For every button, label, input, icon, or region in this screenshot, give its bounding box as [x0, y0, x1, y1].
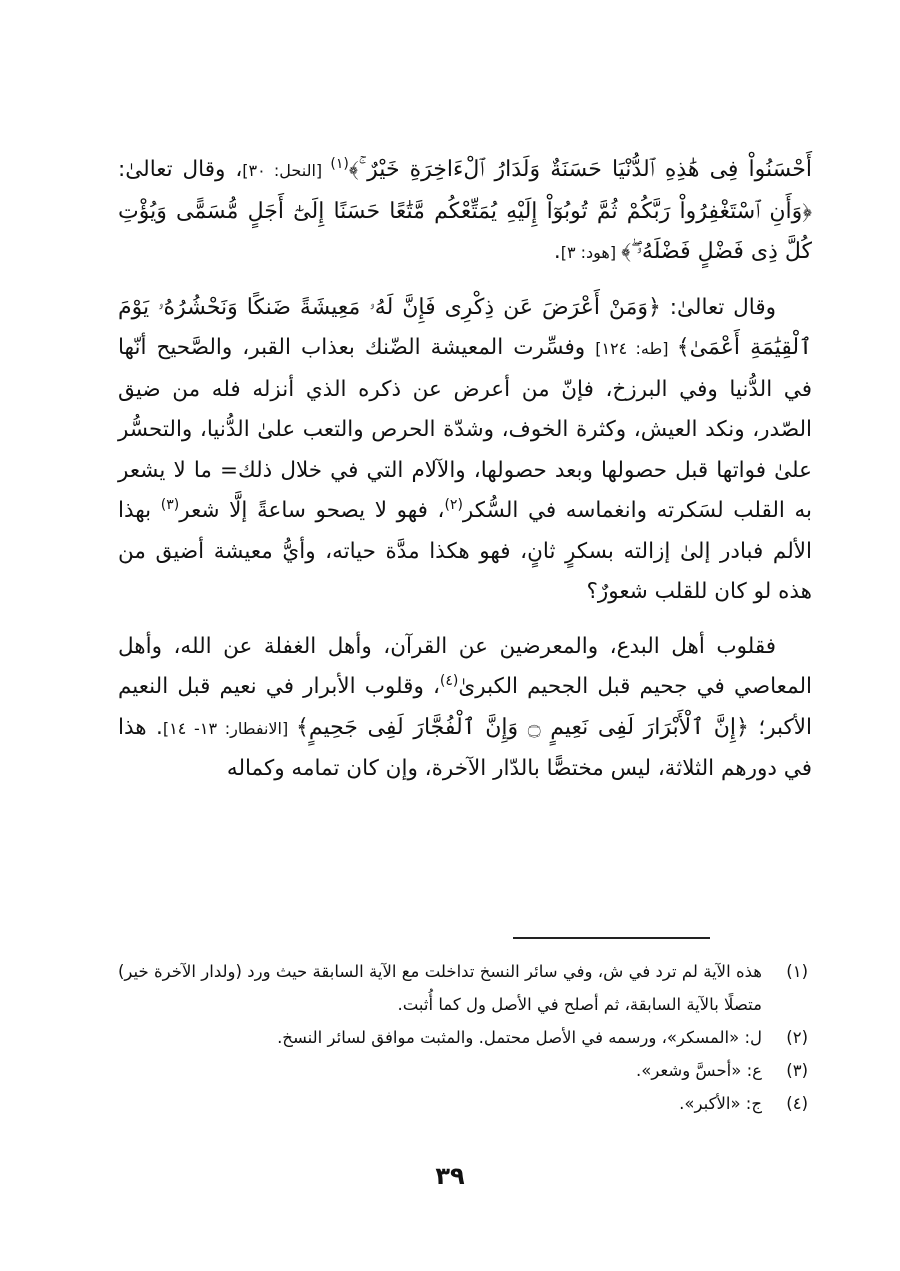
quran-verse: ﴿إِنَّ ٱلْأَبْرَارَ لَفِى نَعِيمٍ ۝ وَإِنَّ ٱلْفُجَّارَ لَفِى جَحِيمٍ﴾ — [295, 714, 749, 740]
body-text: . هذا في دورهم الثلاثة، ليس مختصًّا بالدّار الآخرة، وإن كان تمامه وكماله — [118, 714, 812, 781]
footnote-number: (٢) — [786, 1028, 808, 1047]
body-text: وفسِّرت المعيشة الضّنك بعذاب القبر، والصَّحيح أنّها في الدُّنيا وفي البرزخ، فإنّ من أعرض عن ذكره الذي أنزله فله من ضيق الصّدر، ونكد العيش، وكثرة الخوف، وشدّة الحرص والتعب علىٰ الدُّنيا، والتحسُّر علىٰ فواتها قبل حصولها وبعد حصولها، والآلام التي في خلال ذلك= ما لا يشعر به القلب لسَكرته وانغماسه في السُّكر — [118, 335, 812, 523]
footnote-text: ج: «الأكبر». — [679, 1094, 762, 1113]
verse-reference: [النحل: ٣٠] — [242, 161, 331, 180]
body-text: ، فهو لا يصحو ساعةً إلَّا شعر — [179, 498, 445, 523]
body-text: ، وقال تعالىٰ: — [118, 157, 243, 182]
footnote-text: ل: «المسكر»، ورسمه في الأصل محتمل. والمثبت موافق لسائر النسخ. — [277, 1028, 762, 1047]
footnotes — [118, 955, 808, 1120]
footnote-number: (٣) — [786, 1061, 808, 1080]
quran-verse: أَحْسَنُواْ فِى هَٰذِهِ ٱلدُّنْيَا حَسَنَةٌ وَلَدَارُ ٱلْءَاخِرَةِ خَيْرٌ ۚ — [358, 157, 812, 182]
footnote-2 — [118, 1021, 808, 1054]
main-text — [118, 150, 812, 804]
paragraph-3 — [118, 627, 812, 790]
body-text: . — [553, 239, 561, 264]
verse-reference: [هود: ٣] — [560, 243, 622, 262]
footnote-marker: (٤) — [439, 672, 459, 689]
body-text: وقال تعالىٰ: — [660, 294, 776, 320]
paragraph-2 — [118, 288, 812, 613]
verse-close-bracket: ﴾ — [348, 157, 359, 182]
body-text: ، وقلوب الأبرار في نعيم قبل النعيم الأكبر؛ — [118, 674, 813, 740]
page-number: ٣٩ — [435, 1162, 465, 1190]
quran-verse: ﴿وَأَنِ ٱسْتَغْفِرُواْ رَبَّكُمْ ثُمَّ تُوبُوٓاْ إِلَيْهِ يُمَتِّعْكُم مَّتَٰعًا حَسَنًا إِلَىٰٓ أَجَلٍ مُّسَمًّى وَيُؤْتِ كُلَّ ذِى فَضْلٍ فَضْلَهُۥ ۖ﴾ — [118, 198, 812, 264]
footnote-text: ع: «أحسَّ وشعر». — [635, 1061, 762, 1080]
footnote-marker: (١) — [330, 155, 349, 172]
quran-verse: ﴿وَمَنْ أَعْرَضَ عَن ذِكْرِى فَإِنَّ لَهُۥ مَعِيشَةً ضَنكًا وَنَحْشُرُهُۥ يَوْمَ ٱلْقِيَٰمَةِ أَعْمَىٰ﴾ — [118, 294, 812, 360]
body-text: فقلوب أهل البدع، والمعرضين عن القرآن، وأهل الغفلة عن الله، وأهل المعاصي في جحيم قبل الجحيم الكبرىٰ — [118, 633, 812, 699]
footnote-number: (٤) — [786, 1094, 808, 1113]
paragraph-1 — [118, 150, 812, 274]
footnote-3 — [118, 1054, 808, 1087]
verse-reference: [الانفطار: ١٣- ١٤] — [162, 718, 296, 738]
footnote-text: هذه الآية لم ترد في ش، وفي سائر النسخ تداخلت مع الآية السابقة حيث ورد (ولدار الآخرة خير) متصلًا بالآية السابقة، ثم أصلح في الأصل ول كما أُثبت. — [118, 962, 762, 1014]
footnote-separator — [513, 937, 710, 939]
footnote-1 — [118, 955, 808, 1021]
footnote-number: (١) — [786, 962, 808, 981]
footnote-4 — [118, 1087, 808, 1120]
footnote-marker: (٢) — [444, 496, 463, 513]
body-text: بهذا الألم فبادر إلىٰ إزالته بسكرٍ ثانٍ، فهو هكذا مدَّة حياته، وأيُّ معيشة أضيق من هذه لو كان للقلب شعورٌ؟ — [118, 498, 812, 604]
verse-reference: [طه: ١٢٤] — [595, 339, 677, 358]
footnote-marker: (٣) — [160, 496, 180, 513]
